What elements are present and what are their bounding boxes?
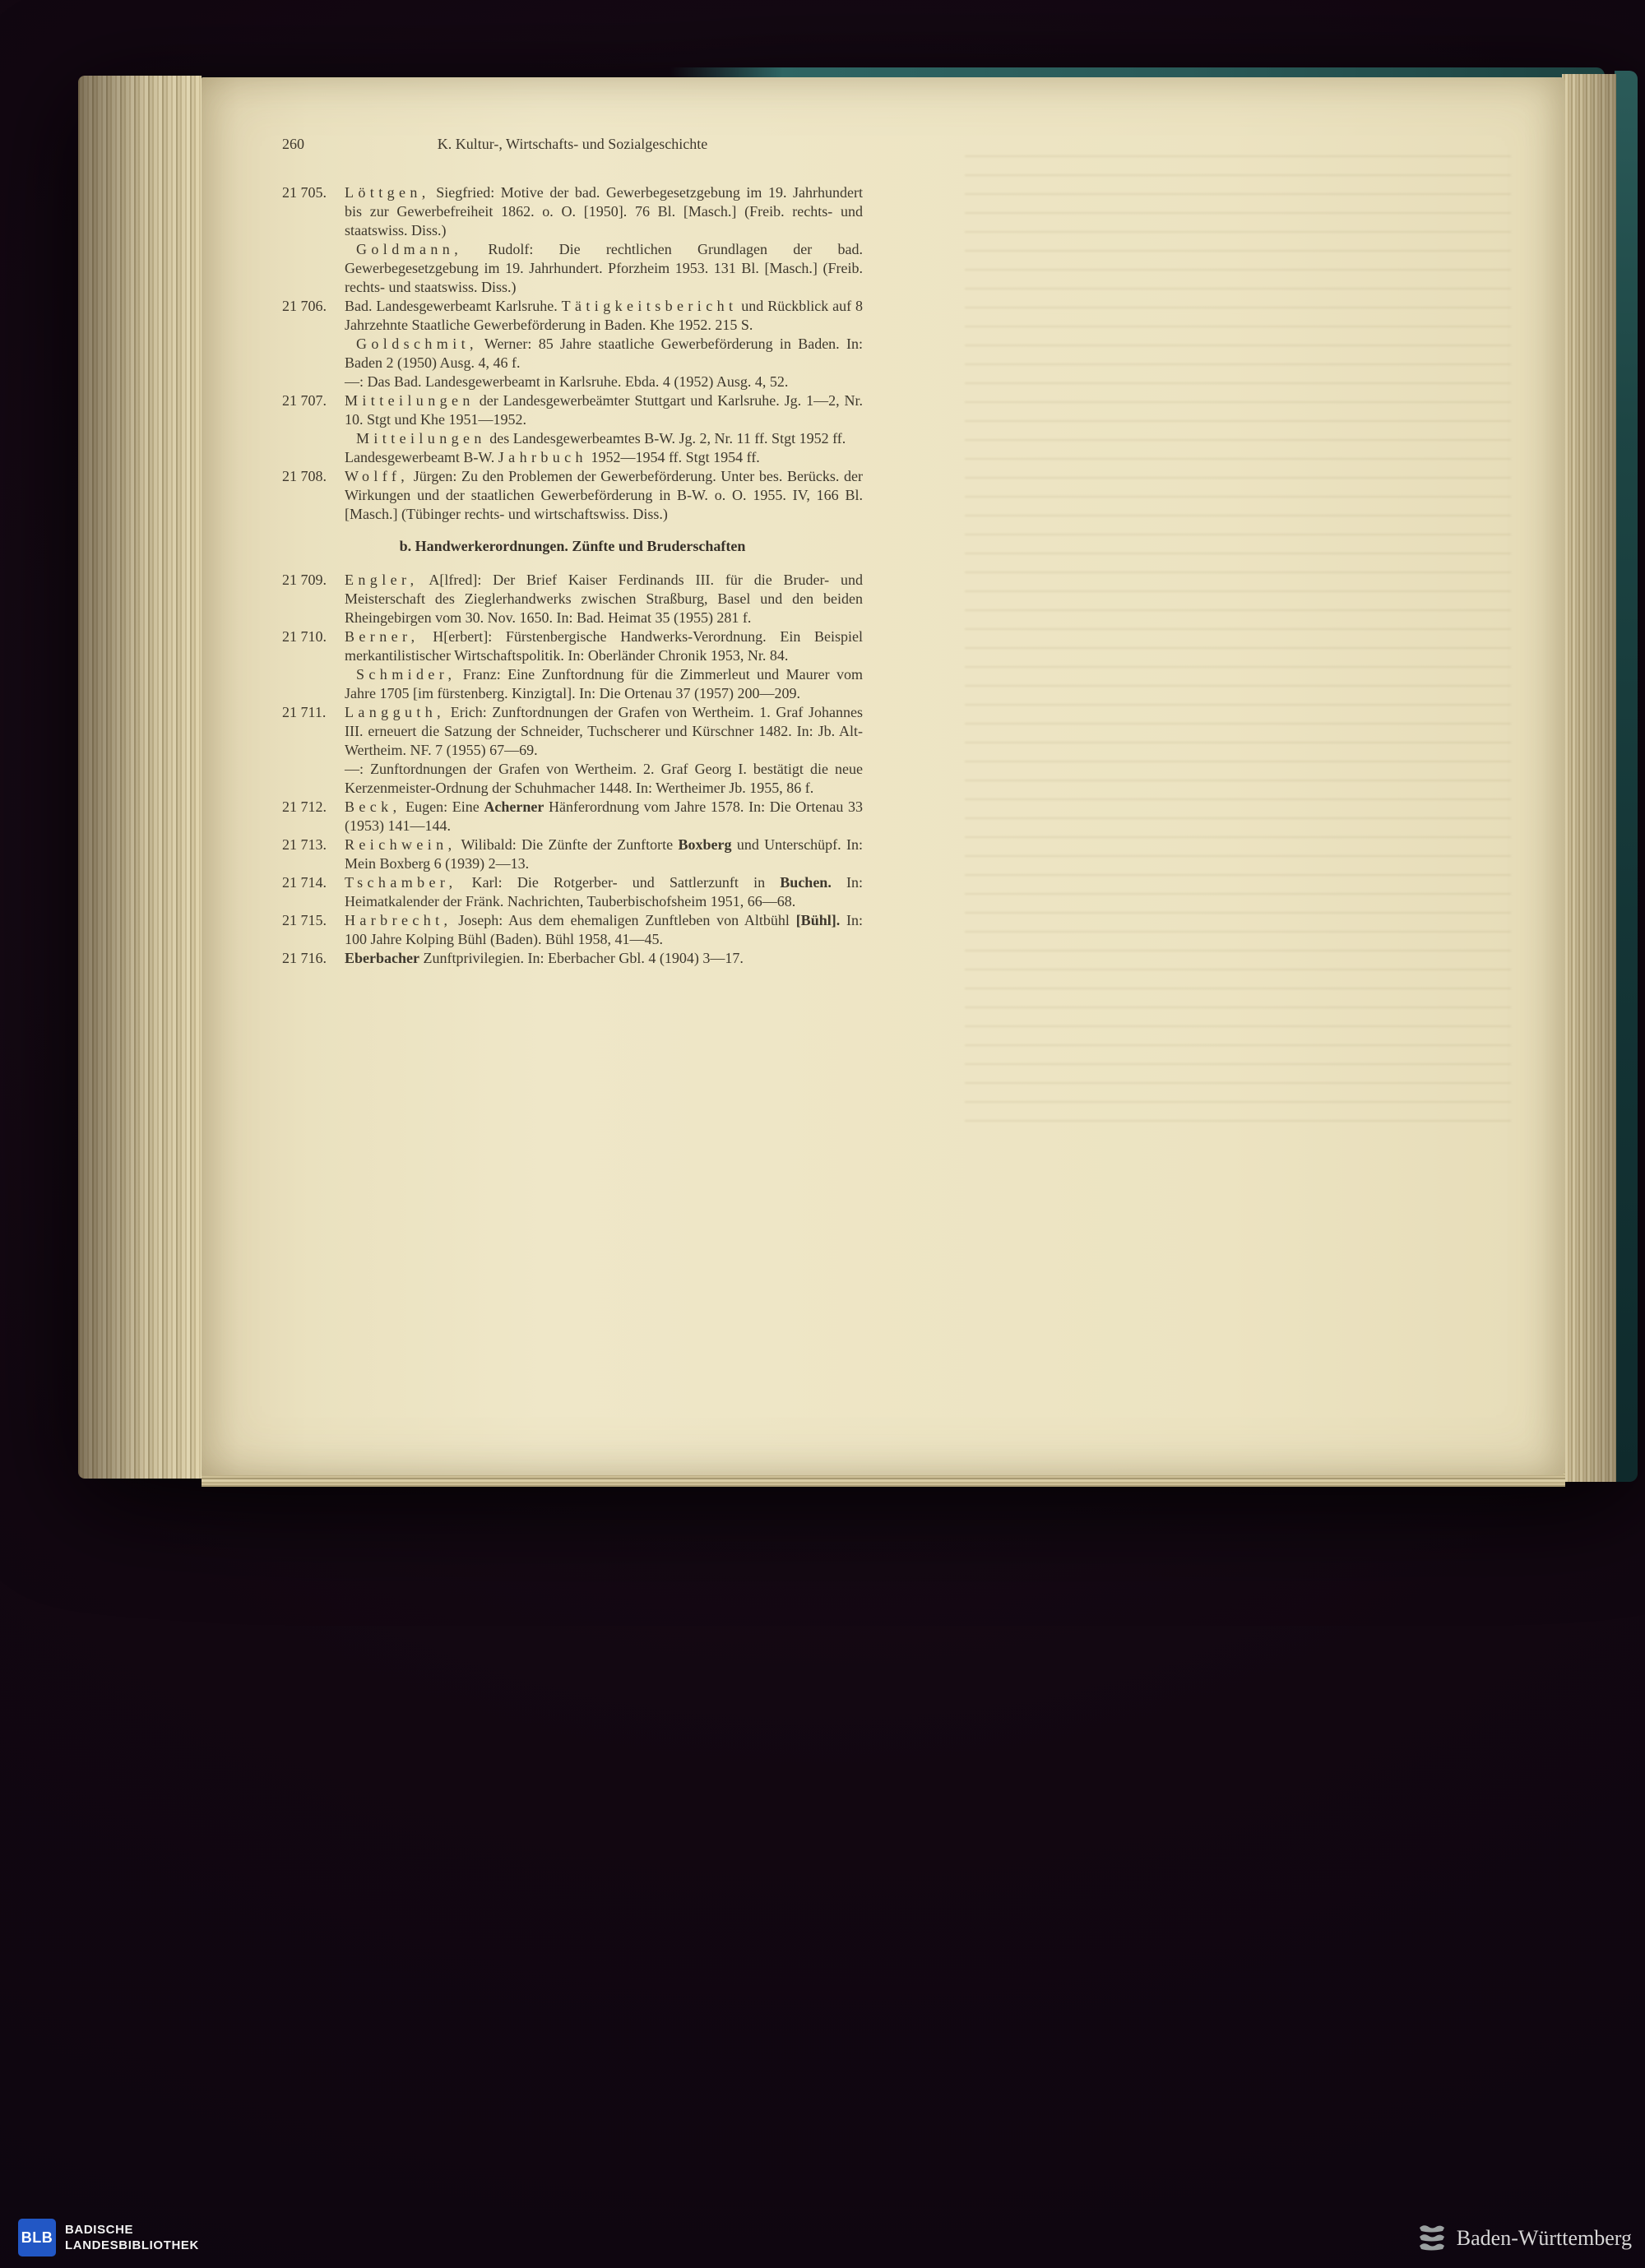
entry-text: In: 100 Jahre Kolping Bühl (Baden). Bühl 1958, 41—45. [345, 912, 863, 947]
running-title: K. Kultur-, Wirtschafts- und Sozialgeschichte [437, 136, 708, 152]
entry-text: 1952—1954 ff. Stgt 1954 ff. [586, 449, 760, 465]
spaced-name-text: Tschamber, [345, 874, 457, 891]
entry-text: Werner: 85 Jahre staatliche Gewerbeförderung in Baden. In: Baden 2 (1950) Ausg. 4, 46 f. [345, 336, 863, 371]
entry-paragraph [345, 703, 863, 760]
spaced-name-text: Löttgen, [345, 184, 430, 201]
blb-logo-line1: BADISCHE [65, 2222, 134, 2237]
entry-paragraph [345, 429, 863, 448]
bibliography-entry [282, 297, 863, 391]
bibliography-entry [282, 703, 863, 798]
bibliography-entry [282, 183, 863, 297]
entry-number: 21 706. [282, 298, 327, 314]
entry-paragraph [345, 665, 863, 703]
page-edge-stack-bottom [202, 1474, 1565, 1487]
bold-keyword-text: Acherner [484, 798, 544, 815]
entry-text: Joseph: Aus dem ehemaligen Zunftleben von Altbühl [452, 912, 796, 928]
section-heading: b. Handwerkerordnungen. Zünfte und Bruderschaften [399, 538, 746, 554]
entry-paragraph [345, 949, 863, 968]
spaced-name-text: Beck, [345, 798, 401, 815]
entry-paragraph [345, 240, 863, 297]
entry-paragraph [345, 627, 863, 665]
entry-number: 21 715. [282, 912, 327, 928]
spaced-name-text: Schmider, [356, 666, 456, 683]
entry-paragraph [345, 798, 863, 835]
spaced-name-text: Jahrbuch [498, 449, 587, 465]
entry-paragraph [345, 183, 863, 240]
entry-body [345, 183, 863, 297]
entry-number: 21 711. [282, 704, 327, 720]
entry-number: 21 707. [282, 392, 327, 409]
entry-body [345, 873, 863, 911]
entry-text: Jürgen: Zu den Problemen der Gewerbeförderung. Unter bes. Berücks. der Wirkungen und der staatlichen Gewerbeförderung in B-W. o. O. 1955. IV, 166 Bl. [Masch.] (Tübinger rechts- und wirtschaftswiss. Diss.) [345, 468, 863, 522]
spaced-name-text: Berner, [345, 628, 419, 645]
show-through-text [965, 155, 1510, 1126]
spaced-name-text: Harbrecht, [345, 912, 452, 928]
page-edge-stack-right [1562, 74, 1616, 1482]
entry-paragraph [345, 835, 863, 873]
entry-paragraph [345, 911, 863, 949]
bibliography-entry [282, 873, 863, 911]
page-edge-stack-left [78, 76, 202, 1479]
bold-keyword-text: Buchen. [780, 874, 832, 891]
spaced-name-text: Reichwein, [345, 836, 456, 853]
bibliography-entry [282, 627, 863, 703]
bw-coat-of-arms-icon [1416, 2222, 1449, 2255]
entry-paragraph [345, 448, 863, 467]
bibliography-entry [282, 571, 863, 627]
bold-keyword-text: Boxberg [678, 836, 732, 853]
spaced-name-text: Mitteilungen [356, 430, 486, 447]
entry-body [345, 835, 863, 873]
blb-logo-text [65, 2222, 199, 2254]
bibliography-entry [282, 835, 863, 873]
entry-paragraph [345, 297, 863, 335]
spaced-name-text: Goldmann, [356, 241, 463, 257]
entry-text: des Landesgewerbeamtes B-W. Jg. 2, Nr. 11 ff. Stgt 1952 ff. [485, 430, 846, 447]
entry-paragraph [345, 873, 863, 911]
bw-logo[interactable] [1416, 2222, 1632, 2255]
blb-logo-line2: LANDESBIBLIOTHEK [65, 2238, 199, 2252]
bibliography-entry [282, 391, 863, 467]
entry-text: Landesgewerbeamt B-W. [345, 449, 498, 465]
spaced-name-text: Tätigkeitsbericht [561, 298, 738, 314]
page-content [282, 135, 863, 968]
entry-body [345, 391, 863, 467]
spaced-name-text: Langguth, [345, 704, 446, 720]
entry-text: der Landesgewerbeämter Stuttgart und Karlsruhe. Jg. 1—2, Nr. 10. Stgt und Khe 1951—1952. [345, 392, 863, 428]
entry-text: Zunftprivilegien. In: Eberbacher Gbl. 4 (1904) 3—17. [419, 950, 744, 966]
entry-body [345, 798, 863, 835]
bw-logo-text: Baden-Württemberg [1456, 2226, 1632, 2250]
entry-body [345, 571, 863, 627]
entry-number: 21 716. [282, 950, 327, 966]
entry-number: 21 712. [282, 798, 327, 815]
bibliography-entry [282, 949, 863, 968]
book-scan [78, 67, 1638, 1487]
entry-number: 21 713. [282, 836, 327, 853]
entry-number: 21 714. [282, 874, 327, 891]
entry-number: 21 709. [282, 572, 327, 588]
entry-text: In: Heimatkalender der Fränk. Nachrichten, Tauberbischofsheim 1951, 66—68. [345, 874, 863, 910]
entry-text: Eugen: Eine [401, 798, 484, 815]
entry-body [345, 627, 863, 703]
entry-paragraph [345, 571, 863, 627]
entry-text: Bad. Landesgewerbeamt Karlsruhe. [345, 298, 562, 314]
spaced-name-text: Wolff, [345, 468, 410, 484]
entry-paragraph [345, 760, 863, 798]
entry-text: Karl: Die Rotgerber- und Sattlerzunft in [456, 874, 781, 891]
entry-number: 21 710. [282, 628, 327, 645]
entry-paragraph [345, 467, 863, 524]
entry-paragraph [345, 373, 863, 391]
entry-text: Erich: Zunftordnungen der Grafen von Wertheim. 1. Graf Johannes III. erneuert die Satzung der Schneider, Tuchscherer und Kürschner 1482. In: Jb. Alt-Wertheim. NF. 7 (1955) 67—69. [345, 704, 863, 758]
entry-body [345, 911, 863, 949]
spaced-name-text: Goldschmit, [356, 336, 478, 352]
bibliography [282, 183, 863, 968]
book-page [202, 77, 1565, 1475]
bibliography-entry [282, 911, 863, 949]
entry-text: und Rückblick auf 8 Jahrzehnte Staatliche Gewerbeförderung in Baden. Khe 1952. 215 S. [345, 298, 863, 333]
page-header [282, 135, 863, 154]
blb-logo[interactable] [18, 2219, 199, 2256]
entry-text: Siegfried: Motive der bad. Gewerbegesetzgebung im 19. Jahrhundert bis zur Gewerbefreiheit 1862. o. O. [1950]. 76 Bl. [Masch.] (Freib. rechts- und staatswiss. Diss.) [345, 184, 863, 238]
entry-paragraph [345, 391, 863, 429]
bold-keyword-text: Eberbacher [345, 950, 419, 966]
spaced-name-text: Mitteilungen [345, 392, 475, 409]
entry-body [345, 949, 863, 968]
entry-text: Franz: Eine Zunftordnung für die Zimmerleut und Maurer vom Jahre 1705 [im fürstenberg. Kinzigtal]. In: Die Ortenau 37 (1957) 200—209. [345, 666, 863, 701]
entry-text: A[lfred]: Der Brief Kaiser Ferdinands III. für die Bruder- und Meisterschaft des Zieglerhandwerks zwischen Straßburg, Basel und den beiden Rheingebirgen vom 30. Nov. 1650. In: Bad. Heimat 35 (1955) 281 f. [345, 572, 863, 626]
entry-text: und Unterschüpf. In: Mein Boxberg 6 (1939) 2—13. [345, 836, 863, 872]
entry-text: Wilibald: Die Zünfte der Zunftorte [456, 836, 679, 853]
entry-text: H[erbert]: Fürstenbergische Handwerks-Verordnung. Ein Beispiel merkantilistischer Wirtschaftspolitik. In: Oberländer Chronik 1953, Nr. 84. [345, 628, 863, 664]
entry-text: Hänferordnung vom Jahre 1578. In: Die Ortenau 33 (1953) 141—144. [345, 798, 863, 834]
entry-number: 21 705. [282, 184, 327, 201]
entry-body [345, 467, 863, 524]
entry-paragraph [345, 335, 863, 373]
entry-text: —: Zunftordnungen der Grafen von Wertheim. 2. Graf Georg I. bestätigt die neue Kerzenmeister-Ordnung der Schuhmacher 1448. In: Wertheimer Jb. 1955, 86 f. [345, 761, 863, 796]
bold-keyword-text: [Bühl]. [795, 912, 841, 928]
book-cover-right-edge [1615, 71, 1638, 1482]
blb-logo-icon: BLB [18, 2219, 56, 2256]
entry-text: —: Das Bad. Landesgewerbeamt in Karlsruhe. Ebda. 4 (1952) Ausg. 4, 52. [345, 373, 789, 390]
entry-number: 21 708. [282, 468, 327, 484]
entry-body [345, 297, 863, 391]
spaced-name-text: Engler, [345, 572, 419, 588]
page-number: 260 [282, 136, 304, 152]
bibliography-entry [282, 798, 863, 835]
bibliography-entry [282, 467, 863, 524]
entry-text: Rudolf: Die rechtlichen Grundlagen der bad. Gewerbegesetzgebung im 19. Jahrhundert. Pforzheim 1953. 131 Bl. [Masch.] (Freib. rechts- und staatswiss. Diss.) [345, 241, 863, 295]
entry-body [345, 703, 863, 798]
